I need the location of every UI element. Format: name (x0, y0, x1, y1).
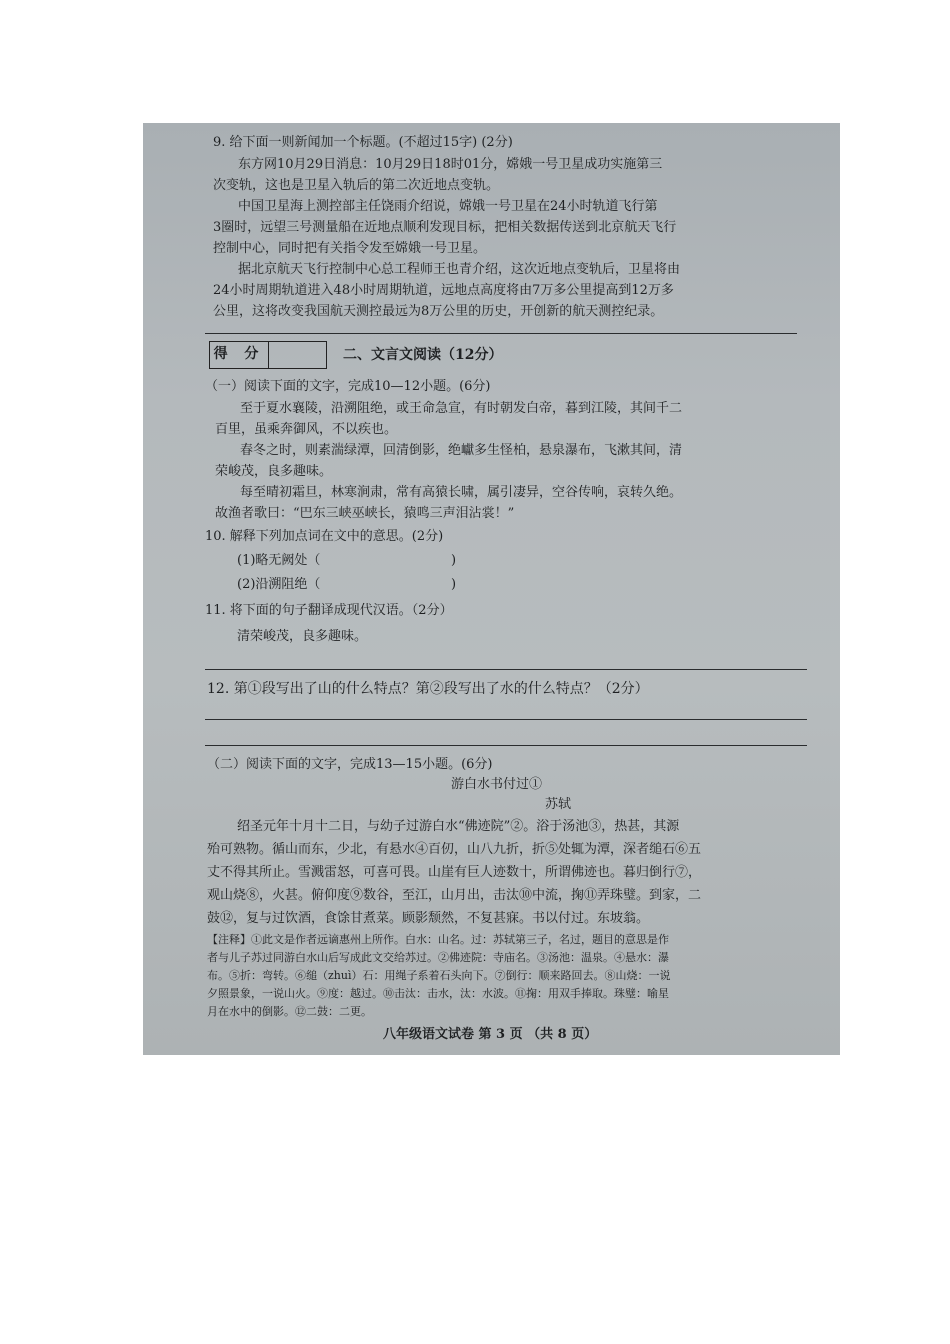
passage1-line-1: 至于夏水襄陵，沿溯阻绝，或王命急宣，有时朝发白帝，暮到江陵，其间千二 (240, 401, 683, 416)
q10-item-2-close: ) (451, 577, 457, 592)
passage2-line-3: 丈不得其所止。雪溅雷怒，可喜可畏。山崖有巨人迹数十，所谓佛迹也。暮归倒行⑦， (207, 865, 702, 880)
q12-question: 12. 第①段写出了山的什么特点？第②段写出了水的什么特点？（2分） (207, 681, 649, 697)
passage1-line-2: 百里，虽乘奔御风，不以疾也。 (215, 422, 398, 437)
exam-page-photo (143, 123, 840, 1055)
answer-line-q11[interactable] (205, 669, 807, 670)
q9-line-6: 据北京航天飞行控制中心总工程师王也青介绍，这次近地点变轨后，卫星将由 (238, 262, 681, 277)
passage2-title: 游白水书付过① (451, 777, 543, 792)
notes-line-4: 夕照景象，一说山火。⑨度：越过。⑩击汰：击水，汰：水波。⑪掬：用双手捧取。珠璧：喻星 (207, 987, 669, 1000)
q10-question: 10. 解释下列加点词在文中的意思。(2分) (205, 529, 444, 544)
q9-line-7: 24小时周期轨道进入48小时周期轨道，远地点高度将由7万多公里提高到12万多 (213, 283, 674, 298)
answer-line-q12-1[interactable] (205, 719, 807, 720)
q9-line-1: 东方网10月29日消息：10月29日18时01分，嫦娥一号卫星成功实施第三 (238, 157, 663, 172)
q10-item-1: (1)略无阙处（ (237, 553, 321, 568)
passage1-line-6: 故渔者歌曰：“巴东三峡巫峡长，猿鸣三声泪沾裳！” (215, 506, 515, 521)
passage2-line-2: 殆可熟物。循山而东，少北，有悬水④百仞，山八九折，折⑤处辄为潭，深者缒石⑥五 (207, 842, 702, 857)
passage2-line-5: 鼓⑫，复与过饮酒，食馀甘煮菜。顾影颓然，不复甚寐。书以付过。东坡翁。 (207, 911, 650, 926)
passage2-line-4: 观山烧⑧，火甚。俯仰度⑨数谷，至江，山月出，击汰⑩中流，掬⑪弄珠璧。到家，二 (207, 888, 702, 903)
passage2-author: 苏轼 (545, 797, 572, 812)
q9-line-2: 次变轨，这也是卫星入轨后的第二次近地点变轨。 (213, 178, 500, 193)
q11-question: 11. 将下面的句子翻译成现代汉语。（2分） (205, 603, 453, 618)
q9-line-8: 公里，这将改变我国航天测控最远为8万公里的历史，开创新的航天测控纪录。 (213, 304, 664, 319)
passage1-line-4: 荣峻茂，良多趣味。 (215, 464, 333, 479)
page-footer: 八年级语文试卷 第 3 页 （共 8 页） (383, 1027, 598, 1042)
answer-line-q9[interactable] (205, 333, 797, 334)
notes-line-2: 者与儿子苏过同游白水山后写成此文交给苏过。②佛迹院：寺庙名。③汤池：温泉。④悬水：瀑 (207, 951, 669, 964)
passage1-line-3: 春冬之时，则素湍绿潭，回清倒影，绝巘多生怪柏，悬泉瀑布，飞漱其间，清 (240, 443, 683, 458)
answer-line-q12-2[interactable] (205, 745, 807, 746)
part1-instruction: （一）阅读下面的文字，完成10—12小题。(6分) (205, 379, 491, 394)
passage2-line-1: 绍圣元年十月十二日，与幼子过游白水“佛迹院”②。浴于汤池③，热甚，其源 (237, 819, 680, 834)
part2-instruction: （二）阅读下面的文字，完成13—15小题。(6分) (207, 757, 493, 772)
q9-line-4: 3圈时，远望三号测量船在近地点顺利发现目标，把相关数据传送到北京航天飞行 (213, 220, 677, 235)
q11-sentence: 清荣峻茂，良多趣味。 (237, 629, 368, 644)
q9-question: 9. 给下面一则新闻加一个标题。(不超过15字) (2分) (213, 135, 513, 150)
q10-item-2: (2)沿溯阻绝（ (237, 577, 321, 592)
score-label: 得 分 (210, 342, 269, 368)
passage1-line-5: 每至晴初霜旦，林寒涧肃，常有高猿长啸，属引凄异，空谷传响，哀转久绝。 (240, 485, 683, 500)
notes-line-3: 布。⑤折：弯转。⑥缒（zhuì）石：用绳子系着石头向下。⑦倒行：顺来路回去。⑧山烧：一说 (207, 969, 671, 982)
score-box (209, 341, 327, 369)
q9-line-5: 控制中心，同时把有关指令发至嫦娥一号卫星。 (213, 241, 487, 256)
score-blank[interactable] (269, 342, 326, 368)
notes-line-1: 【注释】①此文是作者远谪惠州上所作。白水：山名。过：苏轼第三子，名过，题目的意思是作 (207, 933, 669, 946)
q10-item-1-close: ) (451, 553, 457, 568)
section2-heading: 二、文言文阅读（12分） (343, 347, 503, 363)
q9-line-3: 中国卫星海上测控部主任饶雨介绍说，嫦娥一号卫星在24小时轨道飞行第 (238, 199, 658, 214)
notes-line-5: 月在水中的倒影。⑫二鼓：二更。 (207, 1005, 372, 1018)
